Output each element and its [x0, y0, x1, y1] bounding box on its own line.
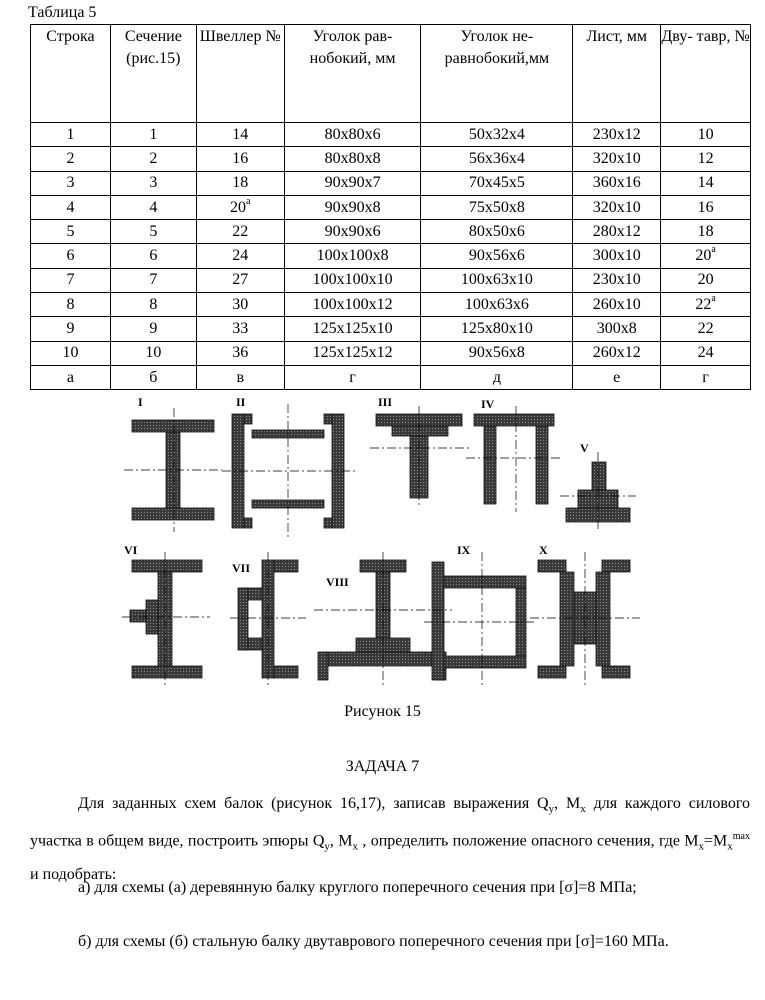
table-cell: 100х100х12	[284, 293, 421, 317]
table-cell: в	[196, 365, 284, 389]
table-cell: 50х32х4	[421, 123, 573, 147]
header-cell: Швеллер №	[196, 25, 284, 123]
table-cell: 90х90х8	[284, 195, 421, 219]
table-row	[31, 195, 751, 219]
header-cell: Строка	[31, 25, 111, 123]
table-cell: 10	[661, 123, 751, 147]
table-cell: $20^а$	[661, 244, 751, 268]
label-i: I	[138, 395, 143, 409]
table-cell: 7	[110, 268, 196, 292]
header-cell: Сечение (рис.15)	[110, 25, 196, 123]
label-vi: VI	[124, 543, 138, 557]
table-row	[31, 147, 751, 171]
table-cell: г	[661, 365, 751, 389]
table-cell: 100х100х8	[284, 244, 421, 268]
table-cell: 3	[110, 171, 196, 195]
table-cell: 320х10	[573, 195, 661, 219]
table-cell: 1	[110, 123, 196, 147]
section-x-shape	[538, 560, 630, 678]
label-ii: II	[236, 395, 246, 409]
table-row	[31, 244, 751, 268]
table-cell: 24	[196, 244, 284, 268]
table-cell: 90х90х6	[284, 220, 421, 244]
table-cell: 90х56х8	[421, 341, 573, 365]
table-cell: 22	[196, 220, 284, 244]
table-cell: 230х12	[573, 123, 661, 147]
table-cell: 7	[31, 268, 111, 292]
header-cell: Уголок рав- нобокий, мм	[284, 25, 421, 123]
table-cell: 125х125х10	[284, 317, 421, 341]
label-v: V	[580, 441, 589, 455]
table-cell: 260х12	[573, 341, 661, 365]
table-cell: 18	[661, 220, 751, 244]
table-cell: 6	[31, 244, 111, 268]
table-cell: 2	[31, 147, 111, 171]
header-cell: Лист, мм	[573, 25, 661, 123]
table-cell: 280х12	[573, 220, 661, 244]
table-cell: 230х10	[573, 268, 661, 292]
table-cell: 9	[110, 317, 196, 341]
table-row	[31, 341, 751, 365]
section-vi-shape	[130, 560, 202, 678]
table-cell: $20^а$	[196, 195, 284, 219]
table-cell: 80х80х6	[284, 123, 421, 147]
table-cell: 6	[110, 244, 196, 268]
table-cell: $22^а$	[661, 293, 751, 317]
table-cell: 100х63х10	[421, 268, 573, 292]
table-cell: 2	[110, 147, 196, 171]
table-cell: д	[421, 365, 573, 389]
table-cell: 22	[661, 317, 751, 341]
task-item-a: а) для схемы (а) деревянную балку круглого поперечного сечения при [σ]=8 МПа;	[78, 879, 637, 896]
table-cell: 125х80х10	[421, 317, 573, 341]
table-cell: 1	[31, 123, 111, 147]
label-vii: VII	[232, 561, 251, 575]
section-pi-shape	[474, 414, 554, 504]
header-cell: Дву- тавр, №	[661, 25, 751, 123]
table-row	[31, 123, 751, 147]
table-cell: б	[110, 365, 196, 389]
table-cell: 18	[196, 171, 284, 195]
table-cell: 90х90х7	[284, 171, 421, 195]
table-cell: 8	[110, 293, 196, 317]
label-iv: IV	[481, 397, 495, 411]
task-title: ЗАДАЧА 7	[345, 758, 420, 775]
table-cell: 20	[661, 268, 751, 292]
table-cell: 5	[110, 220, 196, 244]
table-cell: 90х56х6	[421, 244, 573, 268]
table-cell: 56х36х4	[421, 147, 573, 171]
table-cell: 24	[661, 341, 751, 365]
section-ix-shape	[432, 562, 526, 680]
table-cell: 10	[31, 341, 111, 365]
table-cell: 80х80х8	[284, 147, 421, 171]
table-cell: а	[31, 365, 111, 389]
table-cell: 30	[196, 293, 284, 317]
label-viii: VIII	[326, 575, 349, 589]
table-cell: 27	[196, 268, 284, 292]
table-cell: 8	[31, 293, 111, 317]
figure-15-sections	[0, 392, 765, 700]
table-cell: 300х8	[573, 317, 661, 341]
table-row	[31, 365, 751, 389]
table-cell: 14	[196, 123, 284, 147]
table-cell: 16	[661, 195, 751, 219]
table-cell: 5	[31, 220, 111, 244]
table-cell: 33	[196, 317, 284, 341]
task-item-b: б) для схемы (б) стальную балку двутаврового поперечного сечения при [σ]=160 МПа.	[78, 933, 669, 950]
table-cell: 80х50х6	[421, 220, 573, 244]
table-cell: 300х10	[573, 244, 661, 268]
table-cell: 3	[31, 171, 111, 195]
table-cell: 4	[110, 195, 196, 219]
label-x: X	[539, 543, 548, 557]
table-cell: 260х10	[573, 293, 661, 317]
table-cell: 14	[661, 171, 751, 195]
table-caption: Таблица 5	[28, 4, 97, 21]
table-cell: 12	[661, 147, 751, 171]
table-cell: 75х50х8	[421, 195, 573, 219]
table-cell: 100х100х10	[284, 268, 421, 292]
profiles-table	[30, 24, 751, 390]
table-cell: 320х10	[573, 147, 661, 171]
table-row	[31, 220, 751, 244]
task-paragraph-main: Для заданных схем балок (рисунок 16,17), записав выражения $Q_y$, $M_x$ для каждого силового участка в общем виде, построить эпюры $Q_y$, $M_x$ , определить положение опасного сечения, где $M_x=M_x^{max}$ и подобрать:	[30, 795, 751, 883]
table-cell: 9	[31, 317, 111, 341]
table-row	[31, 171, 751, 195]
table-cell: 16	[196, 147, 284, 171]
label-iii: III	[378, 395, 393, 409]
table-cell: 10	[110, 341, 196, 365]
table-header-row	[31, 25, 751, 123]
table-row	[31, 268, 751, 292]
table-cell: 36	[196, 341, 284, 365]
header-cell: Уголок не- равнобокий,мм	[421, 25, 573, 123]
table-cell: 4	[31, 195, 111, 219]
table-row	[31, 293, 751, 317]
table-cell: 70х45х5	[421, 171, 573, 195]
table-cell: г	[284, 365, 421, 389]
table-cell: 125х125х12	[284, 341, 421, 365]
figure-caption: Рисунок 15	[344, 703, 421, 720]
table-row	[31, 317, 751, 341]
table-cell: е	[573, 365, 661, 389]
table-cell: 100х63х6	[421, 293, 573, 317]
table-cell: 360х16	[573, 171, 661, 195]
label-ix: IX	[457, 543, 471, 557]
